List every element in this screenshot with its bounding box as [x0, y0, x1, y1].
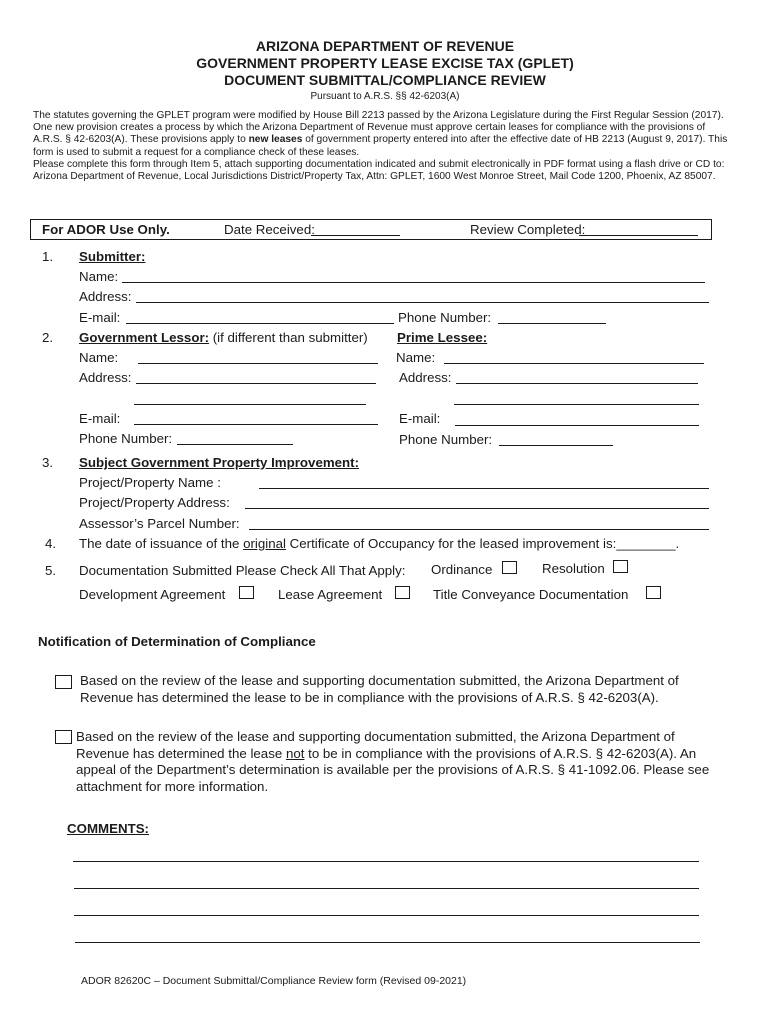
property-improvement-heading: Subject Government Property Improvement:: [79, 455, 360, 470]
form-footer: ADOR 82620C – Document Submittal/Compliance Review form (Revised 09-2021): [81, 975, 467, 987]
ador-use-label: For ADOR Use Only.: [42, 222, 170, 237]
form-title-document: DOCUMENT SUBMITTAL/COMPLIANCE REVIEW: [224, 72, 546, 88]
government-lessor-heading: [79, 330, 368, 345]
compliant-statement: Based on the review of the lease and supporting documentation submitted, the Arizona Department of Revenue has determined the lease to be in compliance with the provisions of A.R.S. § 42-6203(A).: [80, 673, 679, 705]
section-5-number: 5.: [45, 563, 57, 578]
section-4-number: 4.: [45, 536, 57, 551]
lessor-phone-label: Phone Number:: [79, 431, 173, 446]
project-name-field[interactable]: [259, 488, 709, 489]
compliant-checkbox[interactable]: [55, 675, 72, 689]
section-1-number: 1.: [42, 249, 54, 264]
lessee-address-label: Address:: [399, 370, 452, 385]
submitter-address-field[interactable]: [136, 302, 709, 303]
date-received-label: Date Received:: [224, 222, 315, 237]
pursuant-statute: Pursuant to A.R.S. §§ 42-6203(A): [310, 91, 460, 102]
noncompliant-text-end: to be in compliance with the provisions of A.R.S. § 42-6203(A). An appeal of the Department’s determination is available per the provisions of A.R.S. § 41-1092.06. Please see attachment for more information.: [76, 745, 710, 794]
lease-agreement-label: Lease Agreement: [278, 587, 383, 602]
title-conveyance-label: Title Conveyance Documentation: [433, 587, 629, 602]
lessee-email-label: E-mail:: [399, 411, 441, 426]
noncompliant-statement: [76, 729, 720, 795]
review-completed-label: Review Completed:: [470, 222, 586, 237]
submitter-address-label: Address:: [79, 289, 132, 304]
project-name-label: Project/Property Name :: [79, 475, 221, 490]
lessor-phone-field[interactable]: [177, 444, 293, 445]
comments-label: COMMENTS:: [67, 821, 149, 836]
lessor-address-field[interactable]: [136, 383, 376, 384]
lessee-name-field[interactable]: [444, 363, 704, 364]
lessor-name-field[interactable]: [138, 363, 378, 364]
certificate-of-occupancy-question: [79, 536, 679, 551]
determination-heading: Notification of Determination of Compliance: [38, 634, 316, 649]
submitter-heading: Submitter:: [79, 249, 146, 264]
intro-p1-start: The statutes governing the GPLET program were modified by House Bill 2213 passed by the Arizona Legislature during the First Regular Session (2017). One new provision creates a process by which the Arizona Department of Revenue must approve certain leases for compliance with the provisions of A.R.S. § 42-6203(A). These provisions apply to: [33, 110, 724, 146]
submitter-email-field[interactable]: [126, 323, 394, 324]
comments-line-1[interactable]: [73, 861, 699, 862]
lessor-address-field-line2[interactable]: [134, 404, 366, 405]
development-agreement-checkbox[interactable]: [239, 586, 254, 599]
date-received-field[interactable]: [311, 235, 400, 236]
submitter-email-label: E-mail:: [79, 310, 121, 325]
comments-line-3[interactable]: [74, 915, 699, 916]
lessee-email-field[interactable]: [455, 425, 699, 426]
ordinance-label: Ordinance: [431, 562, 493, 577]
intro-p1-end: of government property entered into after the effective date of HB 2213 (August 9, 2017). This form is used to submit a request for a compliance check of these leases.: [33, 134, 728, 158]
lessee-phone-field[interactable]: [499, 445, 613, 446]
comments-line-2[interactable]: [74, 888, 699, 889]
lessor-name-label: Name:: [79, 350, 119, 365]
ordinance-checkbox[interactable]: [502, 561, 517, 574]
parcel-number-field[interactable]: [249, 529, 709, 530]
government-lessor-note: (if different than submitter): [209, 330, 368, 345]
project-address-field[interactable]: [245, 508, 709, 509]
lessee-name-label: Name:: [396, 350, 436, 365]
intro-paragraph-2: Please complete this form through Item 5, attach supporting documentation indicated and submit electronically in PDF format using a flash drive or CD to: Arizona Department of Revenue, Local Jurisdictions District/Property Tax, Attn: GPLET, 1600 West Monroe Street, Mail Code 1200, Phoenix, AZ 85007.: [33, 158, 725, 183]
submitter-phone-field[interactable]: [498, 323, 606, 324]
intro-paragraph-1: [33, 110, 733, 159]
title-conveyance-checkbox[interactable]: [646, 586, 661, 599]
noncompliant-checkbox[interactable]: [55, 730, 72, 744]
project-address-label: Project/Property Address:: [79, 495, 230, 510]
form-title-agency: ARIZONA DEPARTMENT OF REVENUE: [255, 38, 515, 54]
submitter-name-field[interactable]: [122, 282, 705, 283]
submitter-phone-label: Phone Number:: [398, 310, 492, 325]
intro-text: [33, 110, 733, 183]
lessee-address-field-line2[interactable]: [454, 404, 699, 405]
coo-text-original: original: [243, 536, 286, 551]
noncompliant-text-not: not: [285, 745, 305, 761]
documentation-prompt: Documentation Submitted Please Check All That Apply:: [79, 563, 406, 578]
lessor-email-label: E-mail:: [79, 411, 121, 426]
noncompliant-text-start: Based on the review of the lease and supporting documentation submitted, the Arizona Department of Revenue has determined the lease: [76, 729, 675, 761]
lessor-address-label: Address:: [79, 370, 132, 385]
lessor-email-field[interactable]: [134, 424, 378, 425]
submitter-name-label: Name:: [79, 269, 119, 284]
government-lessor-title: Government Lessor:: [79, 330, 210, 345]
intro-p1-bold: new leases: [248, 134, 303, 146]
comments-line-4[interactable]: [75, 942, 700, 943]
parcel-number-label: Assessor’s Parcel Number:: [79, 516, 240, 531]
resolution-checkbox[interactable]: [613, 560, 628, 573]
coo-text-end: Certificate of Occupancy for the leased improvement is:: [285, 536, 617, 551]
lessee-address-field[interactable]: [456, 383, 698, 384]
lease-agreement-checkbox[interactable]: [395, 586, 410, 599]
coo-date-field[interactable]: ________.: [616, 536, 680, 551]
form-title-program: GOVERNMENT PROPERTY LEASE EXCISE TAX (GPLET): [196, 55, 574, 71]
resolution-label: Resolution: [542, 561, 605, 576]
lessee-phone-label: Phone Number:: [399, 432, 493, 447]
coo-text-start: The date of issuance of the: [79, 536, 244, 551]
review-completed-field[interactable]: [579, 235, 698, 236]
section-2-number: 2.: [42, 330, 54, 345]
development-agreement-label: Development Agreement: [79, 587, 226, 602]
section-3-number: 3.: [42, 455, 54, 470]
prime-lessee-heading: Prime Lessee:: [397, 330, 488, 345]
